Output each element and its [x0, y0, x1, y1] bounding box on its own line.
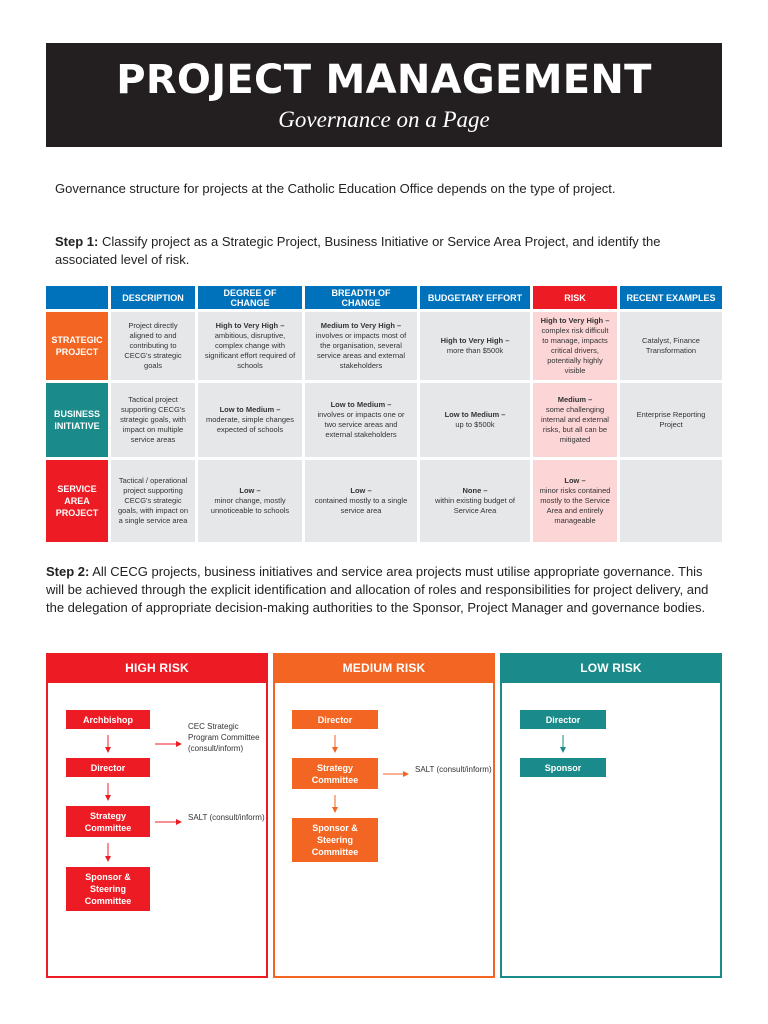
strategic-budget-level: High to Very High – — [440, 336, 510, 345]
table-header-risk: RISK — [533, 286, 617, 309]
high-salt-note: SALT (consult/inform) — [188, 813, 265, 822]
strategic-degree-level: High to Very High – — [215, 321, 285, 330]
table-header-degree: DEGREE OF CHANGE — [198, 286, 302, 309]
strategic-examples: Catalyst, Finance Transformation — [620, 312, 722, 380]
row-label-business: BUSINESS INITIATIVE — [46, 383, 108, 457]
high-sponsor-steering-box: Sponsor & Steering Committee — [66, 867, 150, 911]
medium-sponsor-steering-box: Sponsor & Steering Committee — [292, 818, 378, 862]
medium-salt-note: SALT (consult/inform) — [415, 765, 492, 774]
high-risk-header: HIGH RISK — [46, 653, 268, 683]
business-examples: Enterprise Reporting Project — [620, 383, 722, 457]
service-area-risk-level: Low – — [564, 476, 586, 485]
strategic-degree-detail: ambitious, disruptive, complex change with significant effort required of schools — [204, 331, 296, 370]
business-risk-detail: some challenging internal and external risks, but all can be mitigated — [541, 405, 609, 444]
service-area-breadth-level: Low – — [350, 486, 372, 495]
service-area-budget-detail: within existing budget of Service Area — [434, 496, 516, 515]
strategic-description: Project directly aligned to and contributing to CECG's strategic goals — [111, 312, 195, 380]
strategic-budget-detail: more than $500k — [446, 346, 504, 355]
strategic-risk — [533, 312, 617, 380]
low-risk-header: LOW RISK — [500, 653, 722, 683]
service-area-budget-level: None – — [462, 486, 488, 495]
service-area-risk-detail: minor risks contained mostly to the Service Area and entirely manageable — [539, 486, 611, 525]
intro-text: Governance structure for projects at the Catholic Education Office depends on the type of project. — [55, 181, 616, 196]
strategic-budget — [420, 312, 530, 380]
service-area-risk — [533, 460, 617, 542]
row-label-strategic: STRATEGIC PROJECT — [46, 312, 108, 380]
table-header-description: DESCRIPTION — [111, 286, 195, 309]
step2-text: All CECG projects, business initiatives and service area projects must utilise appropriate governance. This will be achieved through the explicit identification and allocation of roles and responsibilities for project delivery, and the delegation of appropriate decision-making authorities to the Sponsor, Project Manager and governance bodies. — [46, 564, 709, 615]
service-area-degree-level: Low – — [239, 486, 261, 495]
step1-text: Classify project as a Strategic Project, Business Initiative or Service Area Project, and identify the associated level of risk. — [55, 234, 661, 267]
business-risk-level: Medium – — [557, 395, 593, 404]
business-breadth-detail: involves or impacts one or two service areas and external stakeholders — [317, 410, 405, 439]
step1-label: Step 1: — [55, 234, 99, 249]
business-breadth — [305, 383, 417, 457]
business-risk — [533, 383, 617, 457]
step1-paragraph — [55, 233, 725, 269]
low-director-box: Director — [520, 710, 606, 729]
table-header-budget: BUDGETARY EFFORT — [420, 286, 530, 309]
table-header-blank — [46, 286, 108, 309]
table-header-breadth: BREADTH OF CHANGE — [305, 286, 417, 309]
business-degree — [198, 383, 302, 457]
medium-director-box: Director — [292, 710, 378, 729]
strategic-breadth-detail: involves or impacts most of the organisation, several service areas and external stakeholders — [315, 331, 407, 370]
medium-strategy-committee-box: Strategy Committee — [292, 758, 378, 789]
step2-paragraph — [46, 563, 722, 617]
table-header-examples: RECENT EXAMPLES — [620, 286, 722, 309]
row-label-service-area: SERVICE AREA PROJECT — [46, 460, 108, 542]
high-archbishop-box: Archbishop — [66, 710, 150, 729]
business-budget-level: Low to Medium – — [444, 410, 506, 419]
medium-risk-panel — [273, 653, 495, 978]
strategic-breadth-level: Medium to Very High – — [320, 321, 402, 330]
service-area-breadth — [305, 460, 417, 542]
service-area-degree — [198, 460, 302, 542]
high-strategy-committee-box: Strategy Committee — [66, 806, 150, 837]
business-breadth-level: Low to Medium – — [330, 400, 392, 409]
low-sponsor-box: Sponsor — [520, 758, 606, 777]
strategic-risk-level: High to Very High – — [540, 316, 610, 325]
high-director-box: Director — [66, 758, 150, 777]
service-area-examples — [620, 460, 722, 542]
medium-risk-header: MEDIUM RISK — [273, 653, 495, 683]
page-subtitle: Governance on a Page — [278, 107, 490, 132]
business-degree-detail: moderate, simple changes expected of schools — [206, 415, 294, 434]
business-budget-detail: up to $500k — [455, 420, 495, 429]
service-area-budget — [420, 460, 530, 542]
page-title: PROJECT MANAGEMENT — [116, 57, 652, 103]
business-budget — [420, 383, 530, 457]
business-description: Tactical project supporting CECG's strategic goals, with impact on multiple service areas — [111, 383, 195, 457]
service-area-breadth-detail: contained mostly to a single service area — [314, 496, 408, 515]
strategic-breadth — [305, 312, 417, 380]
strategic-risk-detail: complex risk difficult to manage, impacts critical drivers, potentially highly visible — [541, 326, 609, 375]
strategic-degree — [198, 312, 302, 380]
high-cec-strategic-note: CEC Strategic Program Committee (consult/inform) — [188, 722, 260, 753]
service-area-description: Tactical / operational project supporting CECG's strategic goals, with impact on a single service area — [111, 460, 195, 542]
classification-table — [46, 286, 722, 542]
step2-label: Step 2: — [46, 564, 90, 579]
low-risk-panel — [500, 653, 722, 978]
service-area-degree-detail: minor change, mostly unnoticeable to schools — [210, 496, 290, 515]
title-banner — [46, 43, 722, 147]
business-degree-level: Low to Medium – — [219, 405, 281, 414]
